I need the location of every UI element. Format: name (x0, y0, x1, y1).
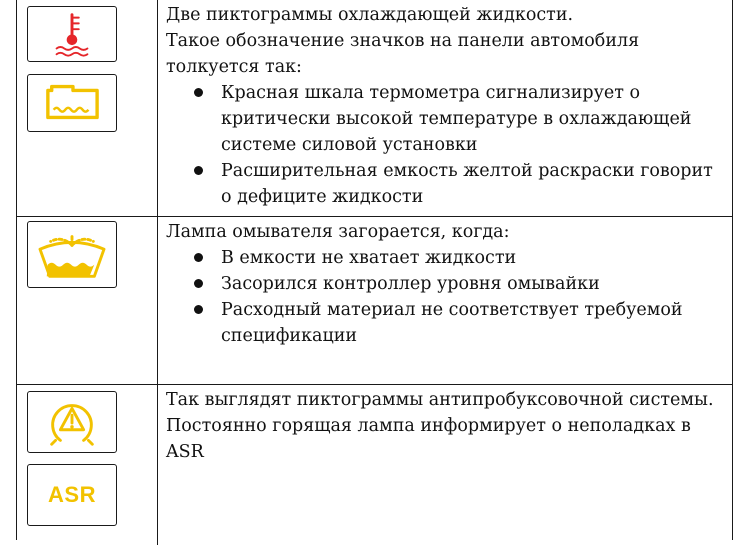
list-item: Засорился контроллер уровня омывайки (166, 271, 726, 297)
table-row (17, 217, 732, 385)
intro-line: Такое обозначение значков на панели автомобиля толкуется так: (166, 31, 640, 77)
description-cell (166, 219, 726, 349)
list-item: Расширительная емкость желтой раскраски говорит о дефиците жидкости (166, 158, 726, 210)
intro-line: Лампа омывателя загорается, когда: (166, 222, 510, 242)
icon-cell (17, 0, 158, 216)
intro-line: Так выглядят пиктограммы антипробуксовочной системы. Постоянно горящая лампа информирует о неполадках в ASR (166, 390, 714, 462)
table-row (17, 385, 732, 545)
description-cell (166, 387, 726, 465)
description-cell (166, 2, 726, 210)
bullet-list (166, 245, 726, 349)
list-item: В емкости не хватает жидкости (166, 245, 726, 271)
coolant-reservoir-icon (27, 74, 117, 132)
icon-cell (17, 385, 158, 545)
asr-label: ASR (48, 482, 96, 507)
coolant-temperature-icon (27, 6, 117, 62)
table-row (17, 0, 732, 217)
intro-line: Две пиктограммы охлаждающей жидкости. (166, 5, 574, 25)
icon-cell (17, 217, 158, 384)
bullet-list (166, 80, 726, 210)
list-item: Красная шкала термометра сигнализирует о критически высокой температуре в охлаждающей системе силовой установки (166, 80, 726, 158)
washer-fluid-icon (27, 221, 117, 288)
asr-icon (27, 464, 117, 526)
traction-control-icon (27, 391, 117, 453)
list-item: Расходный материал не соответствует требуемой спецификации (166, 297, 726, 349)
warning-icons-table (16, 0, 733, 540)
